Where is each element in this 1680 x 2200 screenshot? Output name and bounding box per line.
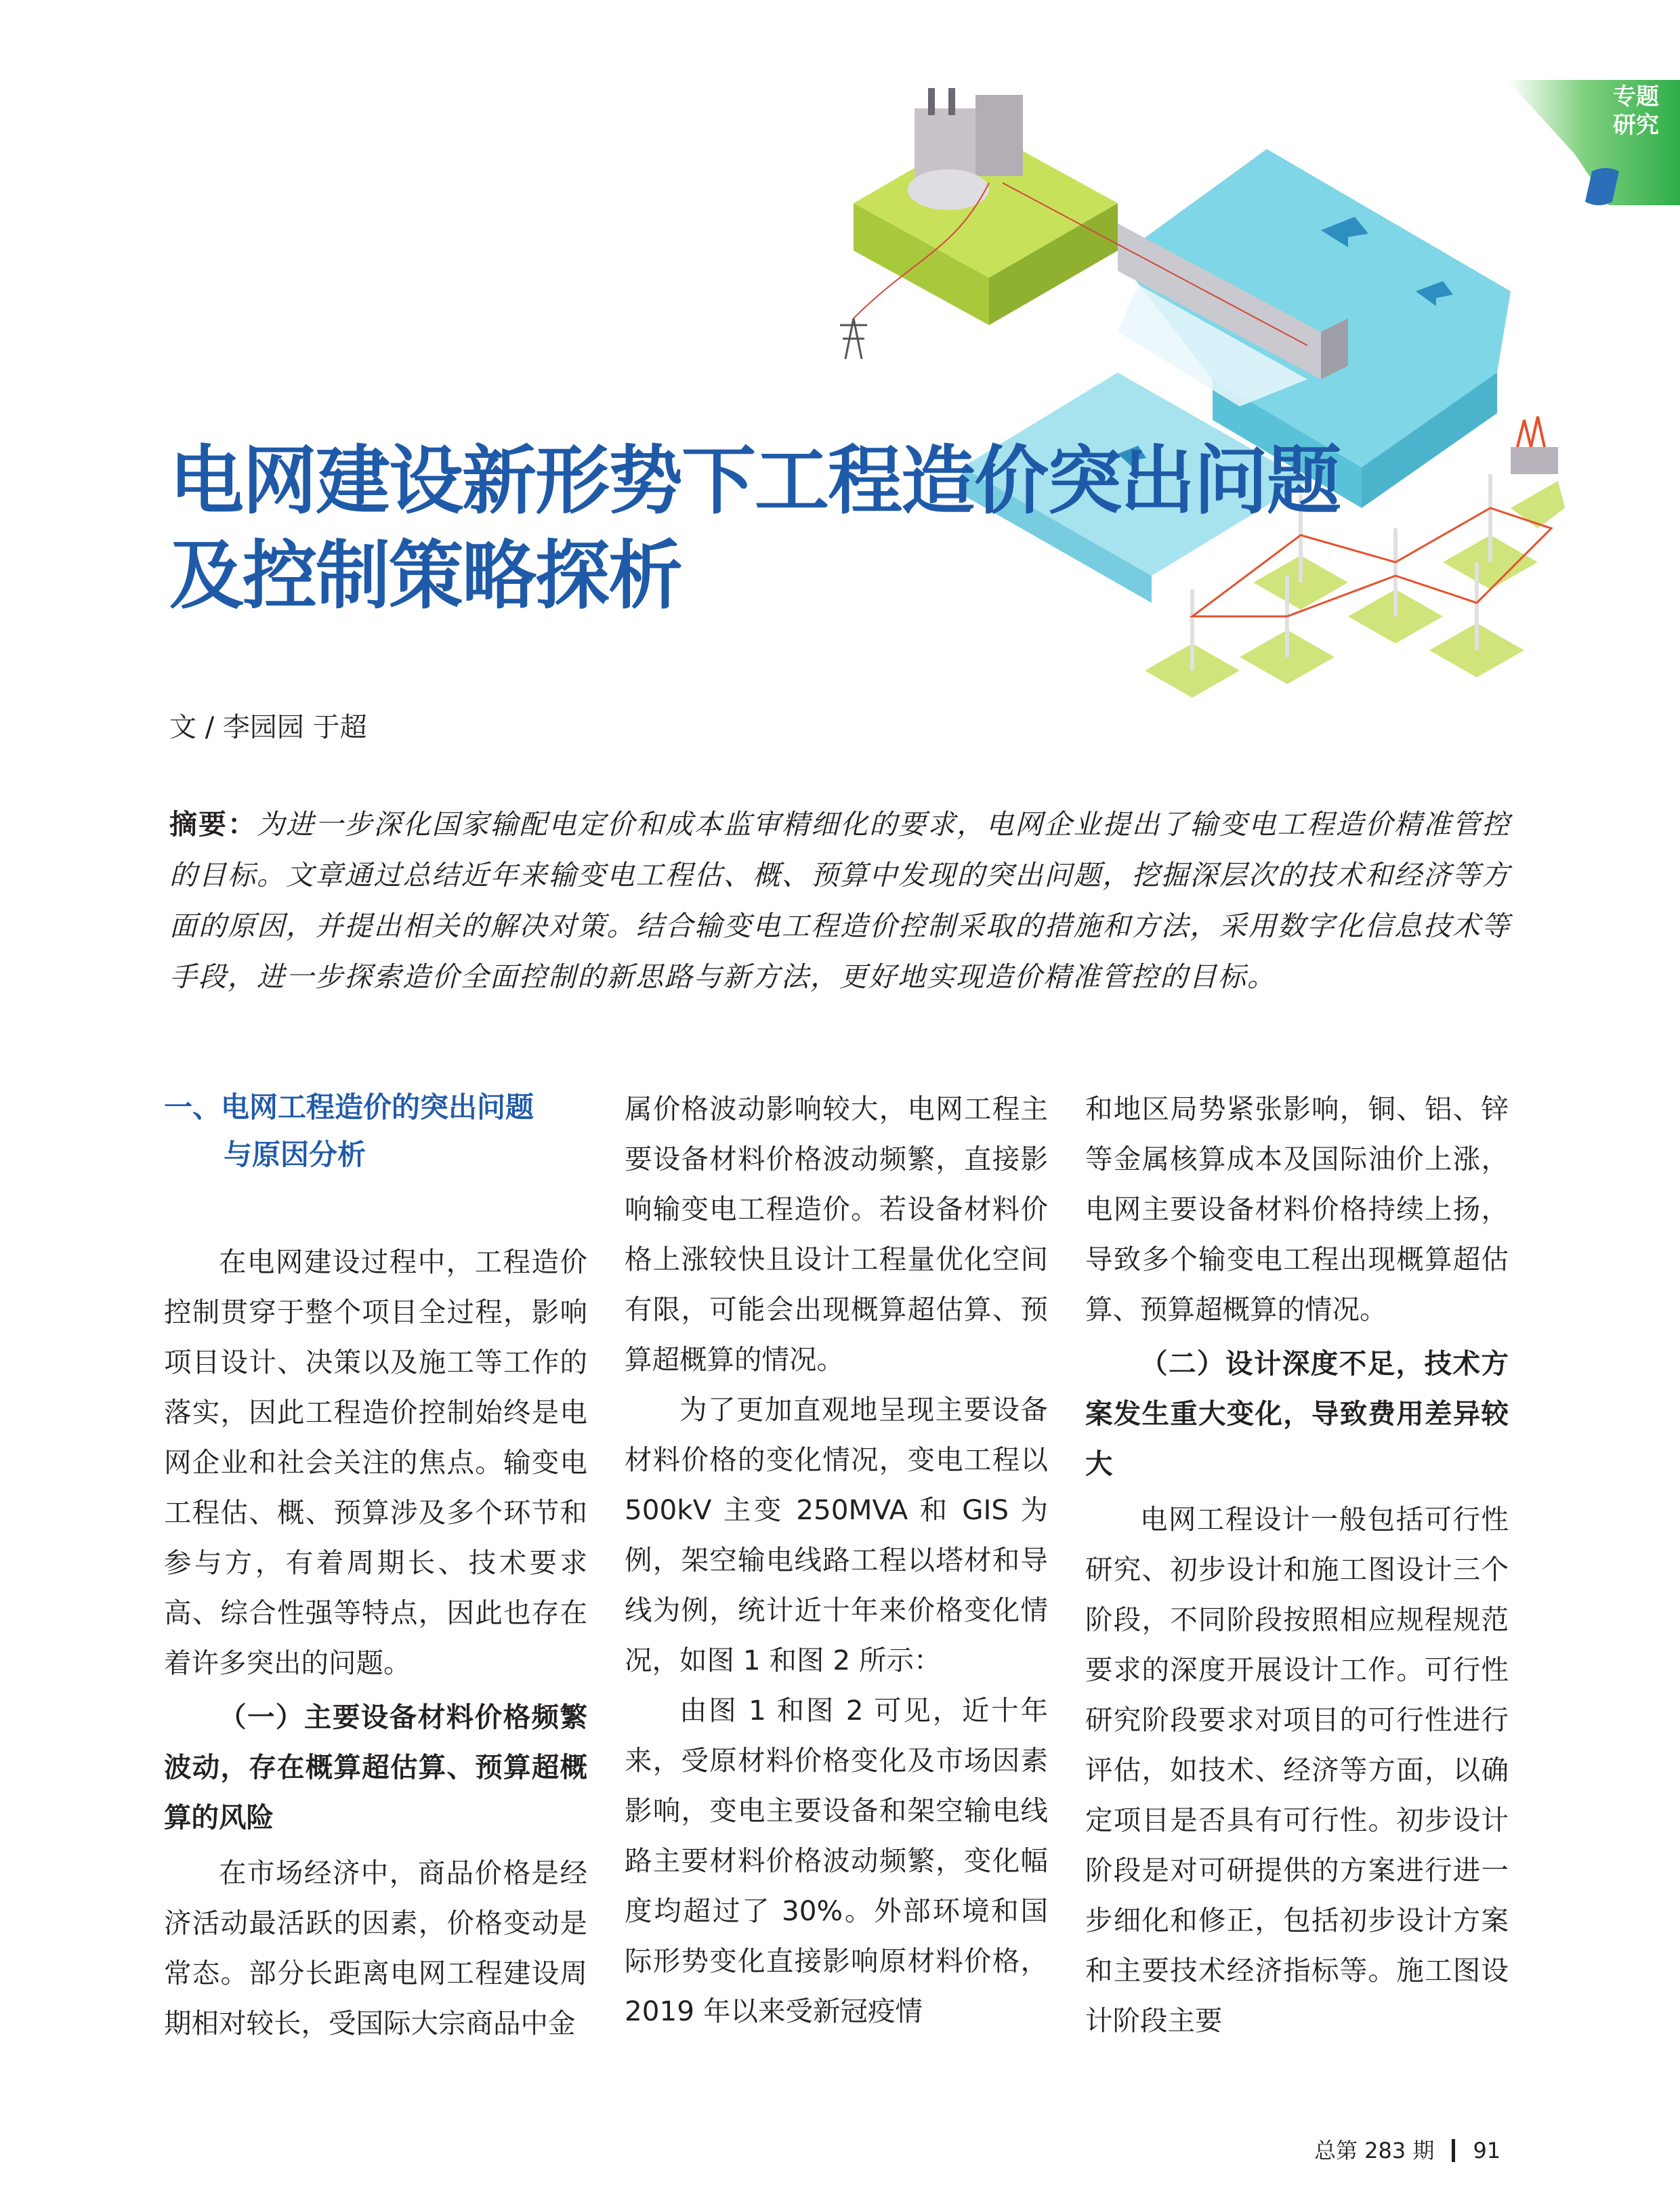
column-3 [1085, 1084, 1509, 2046]
byline: 文 / 李园园 于超 [169, 712, 367, 743]
section-tab-line1: 专题 [1613, 83, 1659, 110]
section-heading-1-line2: 与原因分析 [224, 1138, 366, 1171]
column-1 [164, 1084, 587, 2048]
page-number: 91 [1473, 2138, 1501, 2163]
page-footer [1314, 2134, 1500, 2165]
paragraph: 在电网建设过程中，工程造价控制贯穿于整个项目全过程，影响项目设计、决策以及施工等工作的落实，因此工程造价控制始终是电网企业和社会关注的焦点。输变电工程估、概、预算涉及多个环节和参与方，有着周期长、技术要求高、综合性强等特点，因此也存在着许多突出的问题。 [164, 1246, 587, 1679]
paragraph: 由图 1 和图 2 可见，近十年来，受原材料价格变化及市场因素影响，变电主要设备和架空输电线路主要材料价格波动频繁，变化幅度均超过了 30%。外部环境和国际形势变化直接影响原材料价格，2019 年以来受新冠疫情 [625, 1694, 1048, 2027]
column-2 [625, 1084, 1048, 2036]
section-heading-1 [164, 1084, 587, 1179]
paragraph: 电网工程设计一般包括可行性研究、初步设计和施工图设计三个阶段，不同阶段按照相应规程规范要求的深度开展设计工作。可行性研究阶段要求对项目的可行性进行评估，如技术、经济等方面，以确定项目是否具有可行性。初步设计阶段是对可研提供的方案进行进一步细化和修正，包括初步设计方案和主要技术经济指标等。施工图设计阶段主要 [1085, 1503, 1509, 2037]
abstract-text: 为进一步深化国家输配电定价和成本监审精细化的要求，电网企业提出了输变电工程造价精准管控的目标。文章通过总结近年来输变电工程估、概、预算中发现的突出问题，挖掘深层次的技术和经济等方面的原因，并提出相关的解决对策。结合输变电工程造价控制采取的措施和方法，采用数字化信息技术等手段，进一步探索造价全面控制的新思路与新方法，更好地实现造价精准管控的目标。 [169, 808, 1511, 993]
issue-number: 总第 283 期 [1314, 2138, 1435, 2163]
section-tab-label [1599, 83, 1673, 140]
paragraph: 在市场经济中，商品价格是经济活动最活跃的因素，价格变动是常态。部分长距离电网工程建设周期相对较长，受国际大宗商品中金 [164, 1857, 587, 2039]
subsection-heading-1: （一）主要设备材料价格频繁波动，存在概算超估算、预算超概算的风险 [164, 1701, 587, 1834]
article-title [169, 433, 1456, 623]
abstract [169, 799, 1511, 1002]
section-tab-line2: 研究 [1613, 112, 1659, 139]
paragraph: 和地区局势紧张影响，铜、铝、锌等金属核算成本及国际油价上涨，电网主要设备材料价格持续上扬，导致多个输变电工程出现概算超估算、预算超概算的情况。 [1085, 1093, 1509, 1326]
article-title-line1: 电网建设新形势下工程造价突出问题 [169, 438, 1340, 524]
hero-illustration [833, 88, 1565, 718]
abstract-lead: 摘要： [169, 808, 257, 841]
section-heading-1-line1: 一、电网工程造价的突出问题 [164, 1091, 534, 1124]
article-title-line2: 及控制策略探析 [169, 532, 681, 619]
paragraph: 属价格波动影响较大，电网工程主要设备材料价格波动频繁，直接影响输变电工程造价。若设备材料价格上涨较快且设计工程量优化空间有限，可能会出现概算超估算、预算超概算的情况。 [625, 1093, 1048, 1376]
subsection-heading-2: （二）设计深度不足，技术方案发生重大变化，导致费用差异较大 [1085, 1347, 1509, 1480]
paragraph: 为了更加直观地呈现主要设备材料价格的变化情况，变电工程以 500kV 主变 250MVA 和 GIS 为例，架空输电线路工程以塔材和导线为例，统计近十年来价格变化情况，如图 1 和图 2 所示： [625, 1393, 1048, 1676]
footer-separator [1452, 2139, 1455, 2162]
